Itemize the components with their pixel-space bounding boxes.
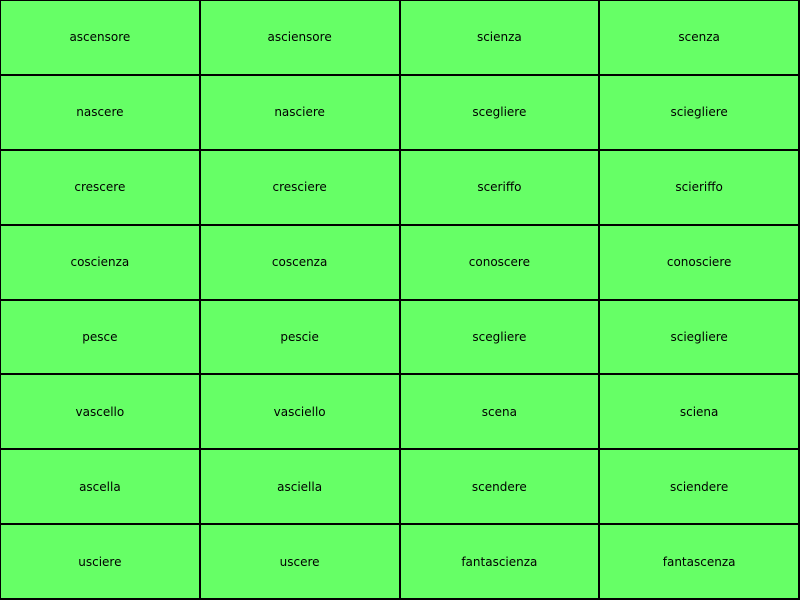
word-card[interactable]: nasciere [201, 76, 401, 151]
word-card[interactable]: nascere [1, 76, 201, 151]
word-card[interactable]: conoscere [401, 226, 601, 301]
word-card[interactable]: cresciere [201, 151, 401, 226]
word-card[interactable]: pescie [201, 301, 401, 376]
word-card[interactable]: sciendere [600, 450, 800, 525]
word-card[interactable]: scenza [600, 1, 800, 76]
word-card[interactable]: scieriffo [600, 151, 800, 226]
word-card[interactable]: asciensore [201, 1, 401, 76]
word-card[interactable]: scegliere [401, 76, 601, 151]
word-card[interactable]: crescere [1, 151, 201, 226]
word-card[interactable]: sceriffo [401, 151, 601, 226]
word-card[interactable]: ascella [1, 450, 201, 525]
word-card[interactable]: scienza [401, 1, 601, 76]
word-card[interactable]: vasciello [201, 375, 401, 450]
word-card[interactable]: uscere [201, 525, 401, 600]
word-card[interactable]: coscenza [201, 226, 401, 301]
word-card[interactable]: sciegliere [600, 76, 800, 151]
word-card[interactable]: conosciere [600, 226, 800, 301]
word-card[interactable]: pesce [1, 301, 201, 376]
word-card[interactable]: ascensore [1, 1, 201, 76]
word-card[interactable]: fantascienza [401, 525, 601, 600]
word-card[interactable]: sciena [600, 375, 800, 450]
word-card[interactable]: sciegliere [600, 301, 800, 376]
word-card[interactable]: scendere [401, 450, 601, 525]
word-card[interactable]: asciella [201, 450, 401, 525]
word-card[interactable]: fantascenza [600, 525, 800, 600]
word-card[interactable]: vascello [1, 375, 201, 450]
word-card[interactable]: coscienza [1, 226, 201, 301]
word-card[interactable]: scegliere [401, 301, 601, 376]
word-card[interactable]: usciere [1, 525, 201, 600]
word-card[interactable]: scena [401, 375, 601, 450]
